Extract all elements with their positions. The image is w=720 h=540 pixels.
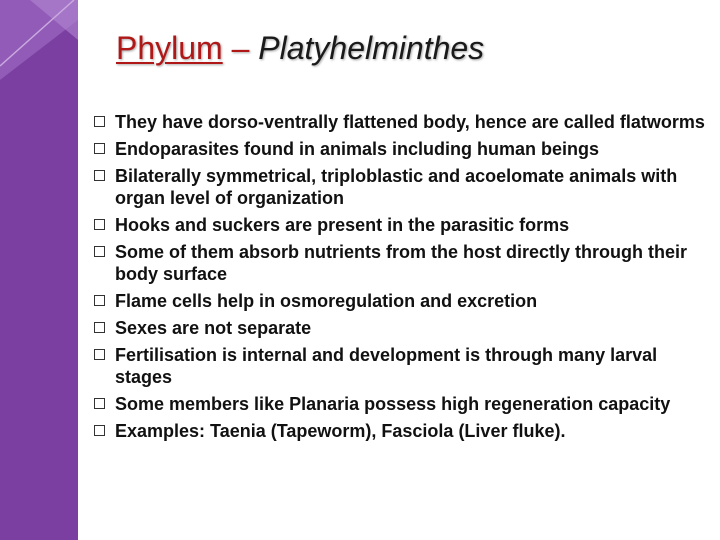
bullet-text: They have dorso-ventrally flattened body, hence are called flatworms [115, 112, 705, 132]
bullet-list [92, 111, 717, 442]
bullet-text: Some members like Planaria possess high regeneration capacity [115, 394, 671, 414]
bullet-box-icon [94, 425, 105, 436]
bullet-text: Flame cells help in osmoregulation and excretion [115, 291, 538, 311]
title-platyhelminthes: Platyhelminthes [258, 30, 485, 66]
list-item [92, 393, 717, 415]
list-item [92, 111, 717, 133]
title-phylum: Phylum [116, 30, 223, 66]
bullet-box-icon [94, 170, 105, 181]
list-item [92, 138, 717, 160]
bullet-text: Some of them absorb nutrients from the host directly through their body surface [115, 242, 688, 284]
slide-title [116, 26, 484, 70]
bullet-box-icon [94, 246, 105, 257]
list-item [92, 317, 717, 339]
bullet-text: Endoparasites found in animals including human beings [115, 139, 600, 159]
bullet-box-icon [94, 219, 105, 230]
bullet-box-icon [94, 295, 105, 306]
corner-decoration [0, 0, 78, 80]
bullet-text: Examples: Taenia (Tapeworm), Fasciola (Liver fluke). [115, 421, 566, 441]
list-item [92, 241, 717, 285]
sidebar-bar [0, 0, 78, 540]
bullet-text: Fertilisation is internal and development is through many larval stages [115, 345, 658, 387]
list-item [92, 420, 717, 442]
bullet-text: Hooks and suckers are present in the parasitic forms [115, 215, 570, 235]
list-item [92, 165, 717, 209]
list-item [92, 290, 717, 312]
bullet-box-icon [94, 143, 105, 154]
bullet-text: Bilaterally symmetrical, triploblastic and acoelomate animals with organ level of organization [115, 166, 678, 208]
list-item [92, 214, 717, 236]
list-item [92, 344, 717, 388]
title-dash: – [222, 30, 259, 66]
bullet-text: Sexes are not separate [115, 318, 312, 338]
bullet-box-icon [94, 116, 105, 127]
bullet-box-icon [94, 349, 105, 360]
bullet-box-icon [94, 322, 105, 333]
bullet-box-icon [94, 398, 105, 409]
